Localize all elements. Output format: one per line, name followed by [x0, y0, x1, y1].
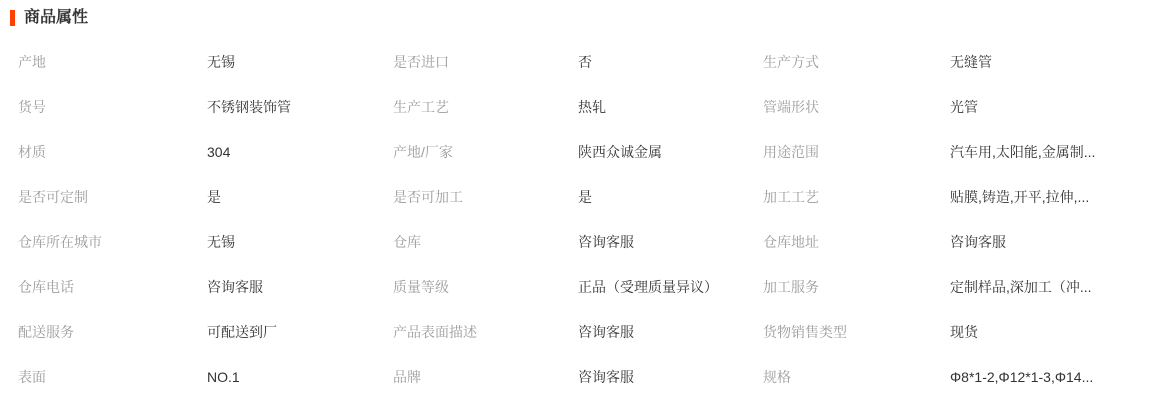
- attribute-value: 可配送到厂: [207, 323, 277, 340]
- attribute-value: 咨询客服: [207, 278, 263, 295]
- section-header: [0, 0, 1167, 27]
- attribute-value: 是: [207, 188, 221, 205]
- attribute-label: 仓库: [393, 233, 421, 250]
- attribute-label: 产品表面描述: [393, 323, 477, 340]
- table-row: [0, 84, 1167, 129]
- attribute-value: 咨询客服: [578, 368, 634, 385]
- attribute-value: 光管: [950, 98, 978, 115]
- attribute-label: 是否可加工: [393, 188, 463, 205]
- attribute-value: 不锈钢装饰管: [207, 98, 291, 115]
- attribute-value: 贴膜,铸造,开平,拉伸,...: [950, 188, 1090, 205]
- attribute-value: 现货: [950, 323, 978, 340]
- attribute-label: 用途范围: [763, 143, 819, 160]
- header-accent-bar-icon: [10, 10, 15, 26]
- attribute-label: 是否可定制: [18, 188, 88, 205]
- attribute-label: 仓库地址: [763, 233, 819, 250]
- attribute-label: 品牌: [393, 368, 421, 385]
- attribute-value: 汽车用,太阳能,金属制...: [950, 143, 1096, 160]
- attribute-label: 仓库所在城市: [18, 233, 102, 250]
- attribute-value: 304: [207, 143, 231, 160]
- attribute-value: 无缝管: [950, 53, 992, 70]
- attribute-label: 加工服务: [763, 278, 819, 295]
- attribute-label: 仓库电话: [18, 278, 74, 295]
- attribute-label: 货物销售类型: [763, 323, 847, 340]
- attribute-label: 配送服务: [18, 323, 74, 340]
- attribute-label: 表面: [18, 368, 46, 385]
- attribute-label: 是否进口: [393, 53, 449, 70]
- attribute-value: 咨询客服: [578, 233, 634, 250]
- attribute-label: 产地/厂家: [393, 143, 453, 160]
- table-row: [0, 354, 1167, 399]
- table-row: [0, 219, 1167, 264]
- attribute-label: 货号: [18, 98, 46, 115]
- table-row: [0, 129, 1167, 174]
- attribute-label: 生产工艺: [393, 98, 449, 115]
- attribute-value: NO.1: [207, 368, 240, 385]
- attribute-value: 无锡: [207, 233, 235, 250]
- attribute-value: 咨询客服: [578, 323, 634, 340]
- attribute-value: 是: [578, 188, 592, 205]
- attribute-value: 陕西众诚金属: [578, 143, 662, 160]
- attribute-label: 规格: [763, 368, 791, 385]
- attributes-table: [0, 39, 1167, 399]
- table-row: [0, 174, 1167, 219]
- attribute-label: 质量等级: [393, 278, 449, 295]
- table-row: [0, 39, 1167, 84]
- attribute-value: Φ8*1-2,Φ12*1-3,Φ14...: [950, 368, 1094, 385]
- attribute-label: 材质: [18, 143, 46, 160]
- section-title: 商品属性: [24, 8, 89, 26]
- attribute-value: 定制样品,深加工（冲...: [950, 278, 1092, 295]
- attribute-label: 管端形状: [763, 98, 819, 115]
- attribute-label: 加工工艺: [763, 188, 819, 205]
- attribute-value: 热轧: [578, 98, 606, 115]
- attribute-value: 正品（受理质量异议）: [578, 278, 718, 295]
- attribute-value: 无锡: [207, 53, 235, 70]
- attribute-value: 咨询客服: [950, 233, 1006, 250]
- attribute-value: 否: [578, 53, 592, 70]
- table-row: [0, 264, 1167, 309]
- attribute-label: 产地: [18, 53, 46, 70]
- attribute-label: 生产方式: [763, 53, 819, 70]
- table-row: [0, 309, 1167, 354]
